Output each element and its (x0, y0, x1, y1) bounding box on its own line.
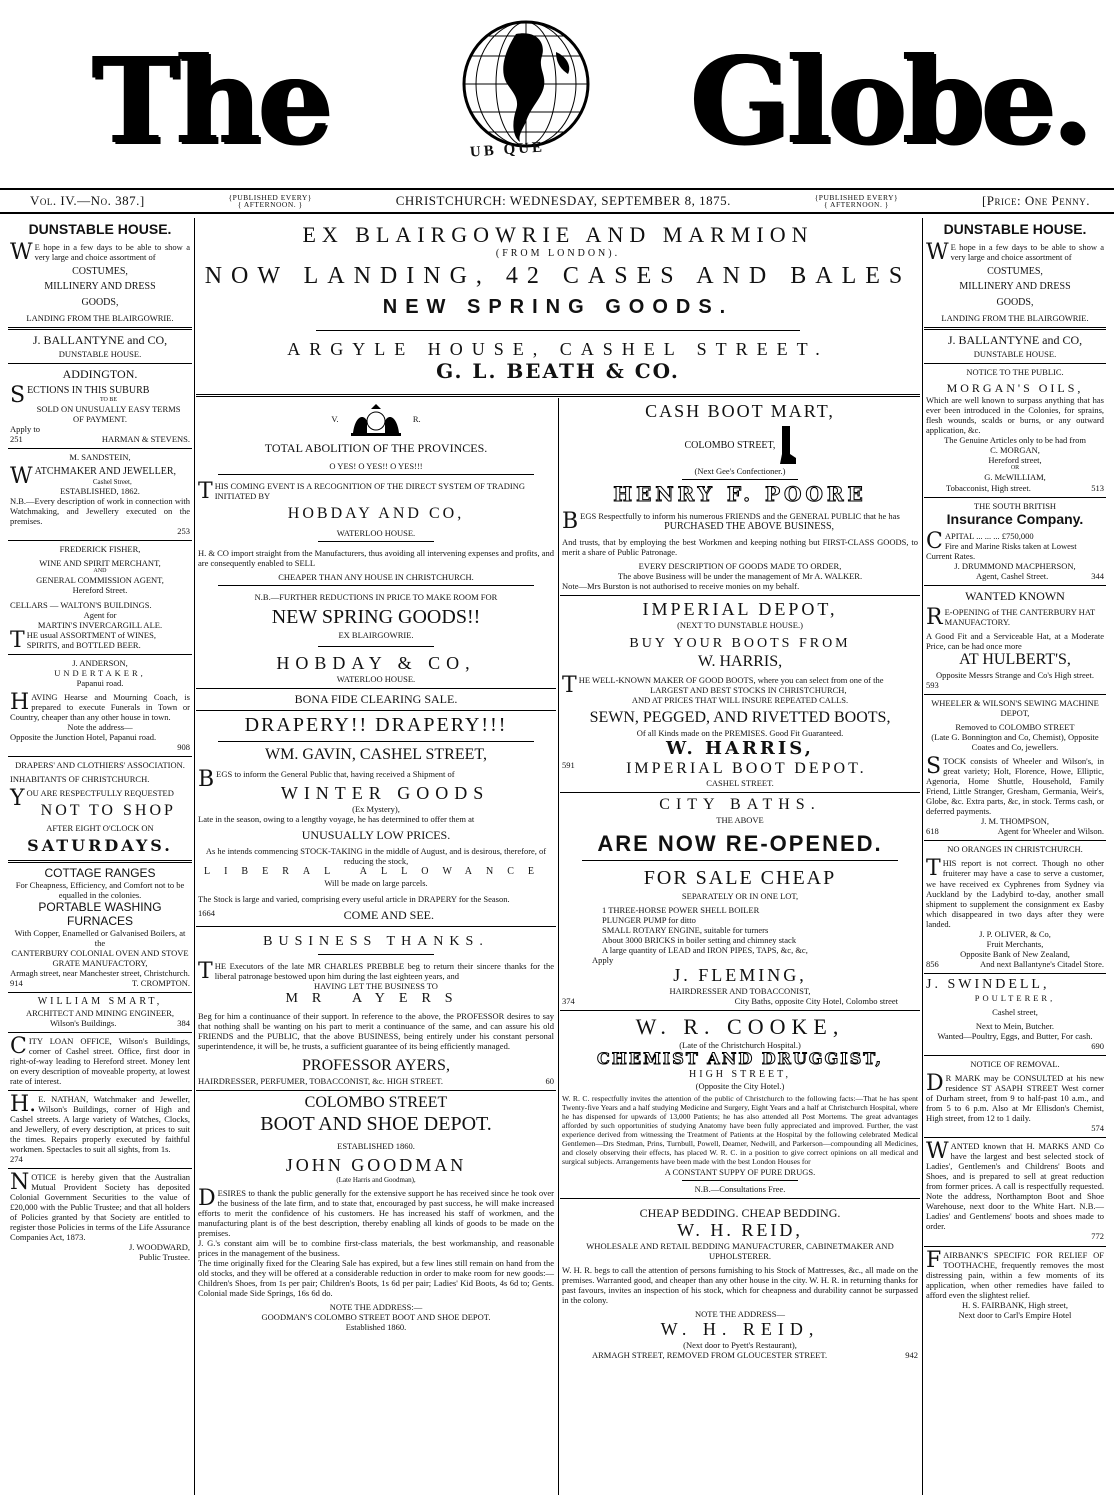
ad-body: CITY LOAN OFFICE, Wilson's Buildings, corner of Cashel street. Office, first door in right-of-way leading to Hereford street. Money lent on every description of moveable property, at lowest rate of interest. (10, 1033, 190, 1087)
ad-line: (Opposite the City Hotel.) (695, 1080, 785, 1091)
ad-line: N.B.—FURTHER REDUCTIONS IN PRICE TO MAKE ROOM FOR (254, 592, 498, 603)
ad-line: Apply (592, 954, 614, 965)
ad-line: Note the address— (67, 721, 133, 732)
ad-title: UNUSUALLY LOW PRICES. (301, 827, 451, 842)
ad-line: GOODMAN'S COLOMBO STREET BOOT AND SHOE DEPOT. (261, 1312, 491, 1323)
volume-number: Vol. IV.—No. 387.] (30, 193, 145, 209)
banner-blairgowrie (196, 218, 920, 394)
ad-title: M. SANDSTEIN, (69, 452, 131, 463)
ad-line: INHABITANTS OF CHRISTCHURCH. (10, 773, 150, 784)
ad-title: DRAPERS' AND CLOTHIERS' ASSOCIATION. (15, 759, 185, 770)
ad-line: G. McWILLIAM, (984, 472, 1046, 483)
ad-number: 513 (1091, 482, 1104, 493)
ad-number: 593 (926, 680, 939, 691)
column-rule (558, 398, 559, 1495)
ad-line: Fruit Merchants, (986, 938, 1044, 949)
ad-body: STOCK consists of Wheeler and Wilson's, in great variety; Holt, Florence, Howe, Elliptic, Agenoria, Home Shuttle, Household, Family Friend, Little Stranger, Gresham, Germania, Weir's, Globe, &c. Extra parts, &c, in stock. Terms cash, or deferred payments. (926, 754, 1104, 817)
ad-title: MORGAN'S OILS, (946, 381, 1084, 396)
ad-number: 253 (177, 526, 190, 537)
ad-title: WINTER GOODS (280, 782, 490, 803)
ad-title: JOHN GOODMAN (285, 1154, 467, 1175)
ad-line: WATERLOO HOUSE. (336, 674, 416, 684)
ad-title: BONA FIDE CLEARING SALE. (294, 692, 458, 707)
published-note-left: {PUBLISHED EVERY} { AFTERNOON. } (228, 192, 312, 209)
ad-cottage-ranges (8, 863, 192, 994)
ad-line: Note—Mrs Burston is not authorised to receive monies on my behalf. (562, 580, 800, 591)
ad-line: LARGEST AND BEST STOCKS IN CHRISTCHURCH, (650, 685, 847, 696)
banner-line: NOW LANDING, 42 CASES AND BALES (204, 262, 912, 289)
ad-line: J. P. OLIVER, & Co, (979, 928, 1051, 939)
ad-notice-amp (8, 1169, 192, 1266)
ad-title: WANTED KNOWN (965, 589, 1065, 604)
divider (318, 541, 434, 542)
ad-number: 591 (562, 759, 575, 770)
ad-line: Opposite Bank of New Zealand, (960, 948, 1070, 959)
ad-line: J. WOODWARD, (129, 1242, 190, 1253)
ad-line: Public Trustee. (138, 1252, 190, 1263)
ad-body: And trusts, that by employing the best Workmen and keeping nothing but FIRST-CLASS GOODS, to merit a share of Public Patronage. (562, 536, 918, 557)
ad-line: Next door to Carl's Empire Hotel (958, 1309, 1072, 1320)
divider (318, 646, 434, 647)
ad-city-loan (8, 1033, 192, 1091)
ad-title: HOBDAY & CO, (276, 652, 476, 673)
masthead-title-right: Globe. (690, 31, 1089, 170)
ad-line: Cashel street, (992, 1007, 1038, 1018)
ad-title: WHEELER & WILSON'S SEWING MACHINE DEPOT, (931, 698, 1099, 719)
ad-line: (Late of the Christchurch Hospital.) (679, 1040, 801, 1051)
divider (218, 585, 534, 586)
ad-title: ARE NOW RE-OPENED. (597, 831, 883, 857)
ad-line: COSTUMES, (72, 265, 128, 277)
ad-body: THIS COMING EVENT IS A RECOGNITION OF THE DIRECT SYSTEM OF TRADING INITIATED BY (198, 479, 526, 505)
ad-line: CAPITAL ... ... ... £750,000 (926, 529, 1034, 555)
banner-rule (196, 394, 920, 397)
ad-nathan (8, 1091, 192, 1169)
ad-title: J. SWINDELL, (926, 976, 1050, 992)
ad-title: DRAPERY!! DRAPERY!!! (244, 714, 508, 737)
ad-line: And next Ballantyne's Citadel Store. (979, 958, 1104, 969)
ad-line: Apply to (10, 424, 40, 435)
boot-icon (778, 426, 796, 466)
ad-body: W. R. C. respectfully invites the attention of the public of Christchurch to the following facts:—That he has spent Twenty-five Years and a half studying Medicine and Surgery, Eight Years and a half at Christchurch Hospital, where he has dispensed for upwards of 13,000 Patients; he has also attended all Post Mortems. The great advantages afforded by such opportunities of studying Anatomy have been fully appreciated and improved. Further, the vast experience derived from witnessing the Treatment of Patients at the Hospital by the following celebrated Medical Gentlemen—Drs Stedman, Prins, Turnbull, Powell, Deamer, Nedwill, and Parkerson—compounding all Medicines, and closely observing their effects, has placed W. R. C. in a position to give correct opinions on all medical and surgical subjects. Arrangements have been made with the best London Houses for (562, 1093, 918, 1166)
ad-line: For Cheapness, Efficiency, and Comfort not to be equalled in the colonies. (15, 879, 185, 900)
ad-line: T. CROMPTON. (131, 978, 190, 989)
ad-number: 908 (177, 741, 190, 752)
ad-line: (NEXT TO DUNSTABLE HOUSE.) (677, 619, 803, 630)
ad-title: WM. GAVIN, CASHEL STREET, (265, 745, 487, 763)
ad-number: 772 (1091, 1231, 1104, 1242)
ad-wheeler-wilson (924, 695, 1106, 841)
ad-reid (560, 1199, 920, 1365)
ad-line: N.B.—Consultations Free. (694, 1183, 786, 1194)
ad-title: SEWN, PEGGED, AND RIVETTED BOOTS, (589, 709, 891, 727)
ad-line: MILLINERY AND DRESS (44, 281, 156, 293)
divider (682, 1180, 798, 1181)
ad-body: W. H. R. begs to call the attention of persons furnishing to his Stock of Mattresses, &c., all made on the premises. Warranted good, and cheaper than any other house in the city. W. H. R. in returning thanks for past favours, invites an inspection of his stock, which for cheapness and durability cannot be surpassed in the colony. (562, 1264, 918, 1306)
ad-sandstein (8, 449, 192, 541)
ad-title: BUSINESS THANKS. (263, 934, 489, 950)
column-1 (8, 218, 192, 1495)
ad-line: AFTER EIGHT O'CLOCK ON (46, 822, 154, 833)
ad-body: WE hope in a few days to be able to show a very large and choice assortment of (10, 239, 190, 265)
price: [Price: One Penny. (981, 193, 1090, 209)
ad-line: UNDERTAKER, (54, 667, 146, 678)
ad-line: V. (331, 413, 339, 424)
ad-line: HAIRDRESSER, PERFUMER, TOBACCONIST, &c. HIGH STREET. (198, 1076, 443, 1087)
ad-body: FAIRBANK'S SPECIFIC FOR RELIEF OF TOOTHACHE, frequently removes the most distressing pain, within a few moments of its application, when other remedies have failed to afford even the slightest relief. (926, 1247, 1104, 1300)
ad-ballantyne (8, 330, 192, 364)
ad-line: ARMAGH STREET, REMOVED FROM GLOUCESTER STREET. (592, 1350, 828, 1361)
ad-title: CHEAP BEDDING. CHEAP BEDDING. (639, 1205, 841, 1220)
ad-line: AND AT PRICES THAT WILL INSURE REPEATED CALLS. (631, 695, 849, 706)
ad-line: ESTABLISHED, 1862. (60, 486, 140, 497)
ad-line: NOTE THE ADDRESS— (694, 1309, 786, 1320)
ad-line: CANTERBURY COLONIAL OVEN AND STOVE GRATE MANUFACTORY, (11, 948, 189, 969)
ad-title: IMPERIAL DEPOT, (642, 598, 838, 619)
masthead-title-left: The (92, 31, 329, 170)
ad-title: BUY YOUR BOOTS FROM (629, 635, 851, 651)
divider (682, 479, 798, 480)
ad-line: TO BE (100, 397, 118, 404)
ad-title: COLOMBO STREET (304, 1094, 448, 1112)
sale-items-list (562, 905, 918, 955)
ad-title: CASH BOOT MART, (645, 401, 835, 421)
ad-dr-mark (924, 1056, 1106, 1138)
ad-line: Wilson's Buildings. (50, 1017, 117, 1028)
ad-drapers (8, 757, 192, 863)
banner-line: ARGYLE HOUSE, CASHEL STREET. (287, 338, 829, 359)
ad-line: SOLD ON UNUSUALLY EASY TERMS (36, 404, 181, 415)
ad-title: COTTAGE RANGES (44, 865, 156, 880)
ad-line: J. M. THOMPSON, (980, 816, 1050, 827)
ad-body: DESIRES to thank the public generally for the extensive support he has received since he took over the business of the late firm, and to state that, encouraged by past success, he will make increased efforts to merit the confidence of his customers. He has increased his staff of workmen, and the manufacturing plant is of the best description, thereby enabling all kinds of goods to be made on the premises. (198, 1186, 554, 1239)
ad-dunstable-house (8, 218, 192, 330)
ad-clearing-sale (196, 689, 556, 711)
ad-title: J. FLEMING, (673, 964, 807, 985)
ad-body: N.B.—Every description of work in connection with Watchmaking, and Jewellery executed on the premises. (10, 496, 190, 527)
ad-number: 274 (10, 1154, 23, 1165)
ad-goodman (196, 1091, 556, 1336)
ad-line: Cashel Street, (92, 478, 132, 487)
ad-line: (Late G. Bonnington and Co, Chemist), Opposite Coates and Co, jewellers. (931, 732, 1099, 753)
city-date: CHRISTCHURCH: WEDNESDAY, SEPTEMBER 8, 1875. (395, 193, 731, 209)
ad-line: With Copper, Enamelled or Galvanised Boilers, at the (14, 928, 186, 949)
ad-number: 690 (1091, 1041, 1104, 1052)
ad-title: NO ORANGES IN CHRISTCHURCH. (947, 844, 1083, 855)
ad-line: COSTUMES, (987, 265, 1043, 277)
ad-line: OR (1010, 465, 1020, 472)
ad-number: 384 (177, 1017, 190, 1028)
ad-line: Established 1860. (345, 1322, 407, 1333)
ad-line: GENERAL COMMISSION AGENT, (36, 575, 164, 586)
ad-line: The Genuine Articles only to be had from (944, 435, 1086, 446)
ad-line: HAIRDRESSER AND TOBACCONIST, (669, 986, 811, 997)
ad-number: 618 (926, 826, 939, 837)
ad-body: THE Executors of the late MR CHARLES PREBBLE beg to return their sincere thanks for the liberal patronage bestowed upon him during the last eighteen years, and (198, 958, 554, 984)
ad-title: FREDERICK FISHER, (59, 544, 141, 555)
ad-smart (8, 993, 192, 1033)
ad-line: Will be made on large parcels. (324, 877, 428, 888)
ad-title: J. BALLANTYNE and CO, (32, 332, 168, 347)
ad-line: Removed to COLOMBO STREET (955, 722, 1075, 733)
ad-fisher (8, 541, 192, 654)
ad-cash-boot-mart (560, 398, 920, 596)
masthead (0, 0, 1114, 209)
ad-line: H. S. FAIRBANK, High street, (961, 1299, 1069, 1310)
sale-item: 1 THREE-HORSE POWER SHELL BOILER (602, 904, 760, 915)
ad-line: EVERY DESCRIPTION OF GOODS MADE TO ORDER, (638, 560, 842, 571)
ad-line: Papanui road. (76, 677, 124, 688)
ad-body: NOTICE is hereby given that the Australian Mutual Provident Society has deposited Colonial Government Securities to the value of £20,000 with the Public Trustee; and that all holders of Policies granted by that Society are entitled to register those Policies in terms of the Life Assurance Companies Act, 1873. (10, 1170, 190, 1243)
ad-line: ESTABLISHED 1860. (337, 1140, 415, 1151)
divider (316, 330, 800, 331)
ad-line: LANDING FROM THE BLAIRGOWRIE. (941, 312, 1089, 323)
ad-body: Fire and Marine Risks taken at Lowest Current Rates. (926, 541, 1077, 562)
ad-line: Of all Kinds made on the PREMISES. Good Fit Guaranteed. (636, 728, 844, 739)
ad-title: HENRY F. POORE (613, 482, 867, 507)
ad-line: DUNSTABLE HOUSE. (973, 349, 1057, 360)
ad-number: 374 (562, 996, 575, 1007)
ad-body: BEGS to inform the General Public that, having received a Shipment of (198, 766, 455, 792)
banner-line: EX BLAIRGOWRIE AND MARMION (302, 222, 814, 247)
ad-line: CHEAPER THAN ANY HOUSE IN CHRISTCHURCH. (278, 572, 474, 583)
ad-title: PROFESSOR AYERS, (302, 1057, 450, 1075)
ad-title: TOTAL ABOLITION OF THE PROVINCES. (264, 441, 488, 455)
ad-line: (Next door to Pyett's Restaurant), (683, 1340, 797, 1351)
sale-item: A large quantity of LEAD and IRON PIPES, TAPS, &c, &c, (602, 944, 808, 955)
ad-body: H.E. NATHAN, Watchmaker and Jeweller, Wilson's Buildings, corner of High and Cashel streets. A large variety of Watches, Clocks, and Jewellery, of every description, at prices to suit the times. Repairs properly executed by faithful workmen. Spectacles to suit all sights, from 1s. (10, 1092, 190, 1155)
ad-title: AT HULBERT'S, (959, 651, 1071, 669)
ad-body: THE WELL-KNOWN MAKER OF GOOD BOOTS, where you can select from one of the (562, 673, 884, 699)
royal-crest-icon (341, 403, 411, 437)
ad-line: AND (93, 568, 107, 575)
divider (218, 741, 534, 742)
ad-body: J. G.'s constant aim will be to combine first-class materials, the best workmanship, and reasonable prices in the management of the business. (198, 1238, 554, 1259)
ad-line: PORTABLE WASHING FURNACES (38, 899, 162, 928)
ad-cooke (560, 1011, 920, 1198)
ad-business-thanks (196, 927, 556, 1091)
ad-line: Agent for Wheeler and Wilson. (997, 826, 1104, 837)
ad-body: THE usual ASSORTMENT of WINES, SPIRITS, and BOTTLED BEER. (10, 627, 156, 653)
ad-line: SEPARATELY OR IN ONE LOT, (681, 890, 799, 901)
ad-title: J. ANDERSON, (72, 657, 128, 668)
ad-title: Insurance Company. (946, 510, 1084, 527)
ad-line: GOODS, (81, 297, 119, 309)
ad-title: NOTICE TO THE PUBLIC. (966, 367, 1064, 378)
ad-body: WANTED known that H. MARKS AND Co have the largest and best selected stock of Ladies', Gentlemen's and Childrens' Boots and Shoes, and is prepared to sell at great reduction from former prices. A call is respectfully requested. Note the address, Northampton Boot and Shoe Warehouse, next door to the White Hart. N.B.—Ladies' and Gentlemens' boots and shoes made to order. (926, 1139, 1104, 1232)
ad-line: YOU ARE RESPECTFULLY REQUESTED (10, 785, 174, 811)
ad-south-british (924, 498, 1106, 587)
ad-body: H. & CO import straight from the Manufacturers, thus avoiding all intervening expenses and profits, and are consequently enabled to SELL (198, 548, 554, 569)
ad-hobday (196, 398, 556, 689)
column-2 (196, 398, 556, 1495)
ad-line: R. (412, 413, 421, 424)
ad-title: CHEMIST AND DRUGGIST, (597, 1049, 883, 1069)
ad-body: The Stock is large and varied, comprising every useful article in DRAPERY for the Season. (198, 893, 510, 904)
ad-body: Which are well known to surpass anything that has ever been introduced in the Colonies, for sprains, flesh wounds, scalds or burns, or any outward application, &c. (926, 395, 1104, 436)
divider (318, 954, 434, 955)
ad-line: Armagh street, near Manchester street, Christchurch. (10, 968, 190, 979)
ad-line: A CONSTANT SUPPY OF PURE DRUGS. (664, 1166, 816, 1177)
ad-line: THE SOUTH BRITISH (973, 500, 1057, 511)
ad-line: HIGH STREET, (689, 1069, 791, 1081)
ad-anderson (8, 655, 192, 757)
ad-line: MILLINERY AND DRESS (959, 281, 1071, 293)
ad-title: CITY BATHS. (659, 796, 821, 814)
dateline (0, 188, 1114, 214)
ad-number: 251 (10, 434, 23, 445)
ad-title: IMPERIAL BOOT DEPOT. (626, 759, 867, 777)
ad-morgans-oils (924, 364, 1106, 497)
ad-title: W. H. REID, (660, 1319, 820, 1340)
ad-line: MARTIN'S INVERCARGILL ALE. (37, 619, 163, 630)
divider (582, 860, 898, 861)
ad-title: W. HARRIS, (666, 738, 814, 760)
column-rule (922, 218, 923, 1495)
ad-title: HOBDAY AND CO, (287, 505, 465, 523)
ad-line: (Ex Mystery), (352, 803, 400, 814)
ad-title: J. BALLANTYNE and CO, (947, 332, 1083, 347)
sale-item: PLUNGER PUMP for ditto (602, 914, 696, 925)
ad-body: The time originally fixed for the Clearing Sale has expired, but a few lines still remain on hand from the old stocks, and they will be offered at a considerable reduction in order to make room for new goods:—Children's Shoes, from 1s per pair; Children's Boots, 1s 6d per pair; Ladies' Kid Boots, 4s 6d to; Gents. Colonial made Side Springs, 16s 6d do. (198, 1258, 554, 1299)
ad-city-baths (560, 793, 920, 1011)
ad-line: HAVING LET THE BUSINESS TO (314, 980, 438, 991)
ad-number: 1664 (198, 907, 215, 918)
ad-title: W. R. COOKE, (635, 1014, 845, 1040)
ad-title: FOR SALE CHEAP (643, 867, 837, 890)
ad-line: NOT TO SHOP (40, 801, 176, 819)
published-note-right: {PUBLISHED EVERY} { AFTERNOON. } (814, 192, 899, 209)
banner-line: (FROM LONDON). (495, 247, 621, 259)
sale-item: SMALL ROTARY ENGINE, suitable for turners (602, 924, 769, 935)
ad-title: DUNSTABLE HOUSE. (943, 221, 1087, 237)
ad-body: A Good Fit and a Serviceable Hat, at a Moderate Price, can be had once more (926, 631, 1104, 652)
ad-number: 60 (545, 1076, 554, 1087)
ad-number: 914 (10, 978, 23, 989)
ad-body: Beg for him a continuance of their support. In reference to the above, the PROFESSOR desires to say that nothing shall be wanting on his part to merit a continuance of the same, and can assure his old FRIENDS and the PUBLIC, that the above BUSINESS, being entirely under his constant personal superintendence, it will be, he trusts, a sufficient guarantee of its being efficiently managed. (198, 1011, 554, 1052)
ad-body: Late in the season, owing to a lengthy voyage, he has determined to offer them at (198, 813, 475, 824)
ad-line: WATERLOO HOUSE. (336, 528, 416, 539)
ad-body: BEGS Respectfully to inform his numerous FRIENDS and the GENERAL PUBLIC that he has (562, 508, 900, 534)
ad-line: LANDING FROM THE BLAIRGOWRIE. (26, 312, 174, 323)
ad-body: As he intends commencing STOCK-TAKING in the middle of August, and is desirous, therefore, of reducing the stock, (205, 846, 547, 867)
ad-line: COLOMBO STREET, (684, 440, 776, 452)
column-3 (560, 398, 920, 1495)
column-4 (924, 218, 1106, 1495)
ad-line: WATCHMAKER AND JEWELLER, (10, 464, 177, 490)
ad-line: GOODS, (996, 297, 1034, 309)
ad-line: J. DRUMMOND MACPHERSON, (954, 561, 1076, 572)
ad-line: Tobacconist, High street. (946, 482, 1031, 493)
ad-line: CASHEL STREET. (706, 778, 774, 789)
column-rule (194, 218, 195, 1495)
ad-line: OF PAYMENT. (72, 414, 127, 425)
ad-gavin (196, 711, 556, 927)
ad-title: NOTICE OF REMOVAL. (970, 1059, 1060, 1070)
ad-number: 856 (926, 958, 939, 969)
ad-line: The above Business will be under the management of Mr A. WALKER. (617, 570, 863, 581)
ad-title: COME AND SEE. (343, 907, 434, 922)
ad-line: PURCHASED THE ABOVE BUSINESS, (664, 520, 834, 532)
ad-title: MR AYERS (285, 990, 467, 1006)
ad-title: LIBERAL ALLOWANCE (203, 866, 548, 878)
ad-line: Opposite Messrs Strange and Co's High street. (935, 670, 1095, 681)
ad-line: SATURDAYS. (27, 835, 173, 855)
ad-title: ADDINGTON. (62, 367, 138, 382)
ad-number: 344 (1091, 571, 1104, 582)
ad-title: W. H. REID, (677, 1219, 803, 1240)
ad-line: Hereford Street. (72, 585, 128, 596)
ad-swindell (924, 974, 1106, 1057)
ad-line: EX BLAIRGOWRIE. (338, 629, 414, 640)
ad-line: C. MORGAN, (990, 445, 1040, 456)
ad-line: Wanted—Poultry, Eggs, and Butter, For cash. (937, 1031, 1093, 1042)
ad-title: W. HARRIS, (697, 652, 783, 670)
masthead-motto: UB QUE (469, 139, 546, 161)
ad-addington (8, 364, 192, 449)
ad-line: SECTIONS IN THIS SUBURB (10, 383, 150, 409)
ad-title: NEW SPRING GOODS!! (271, 606, 481, 629)
ad-line: THE ABOVE (716, 815, 764, 826)
ad-line: NOTE THE ADDRESS:— (329, 1302, 423, 1313)
ad-dunstable-house-2 (924, 218, 1106, 330)
ad-body: THIS report is not correct. Though no other fruiterer may have a case to serve a customer, we have received ex Cyphrenes from Sydney via Auckland by the Ladybird to-day, another small shipment to supplement the consignment ex Easby which disappeared in two days after they were landed. (926, 856, 1104, 929)
banner-line: G. L. BEATH & CO. (436, 358, 680, 383)
ad-line: WINE AND SPIRIT MERCHANT, (39, 558, 161, 569)
ad-line: (Next Gee's Confectioner.) (694, 466, 786, 477)
ad-line: WHOLESALE AND RETAIL BEDDING MANUFACTURER, CABINETMAKER AND UPHOLSTERER. (586, 1240, 894, 1261)
sale-item: About 3000 BRICKS in boiler setting and chimney stack (602, 934, 797, 945)
ad-line: HARMAN & STEVENS. (101, 434, 190, 445)
ad-number: 942 (905, 1350, 918, 1361)
ad-body: HAVING Hearse and Mourning Coach, is prepared to execute Funerals in Town or Country, cheaper than any other house in town. (10, 689, 190, 722)
ad-oliver (924, 841, 1106, 973)
ad-title: DUNSTABLE HOUSE. (28, 221, 172, 237)
ad-line: ARCHITECT AND MINING ENGINEER, (25, 1007, 175, 1018)
ad-title: BOOT AND SHOE DEPOT. (260, 1113, 492, 1135)
ad-imperial-depot (560, 596, 920, 794)
ad-ballantyne-2 (924, 330, 1106, 364)
ad-line: CELLARS — WALTON'S BUILDINGS. (10, 599, 152, 610)
banner-line: NEW SPRING GOODS. (382, 296, 734, 319)
ad-line: City Baths, opposite City Hotel, Colombo street (734, 996, 898, 1007)
ad-line: Next to Mein, Butcher. (975, 1021, 1055, 1032)
ad-line: Agent for (83, 609, 117, 620)
ad-line: Opposite the Junction Hotel, Papanui road. (10, 731, 157, 742)
ad-title: WILLIAM SMART, (37, 996, 163, 1008)
divider (218, 474, 534, 475)
ad-hulbert (924, 586, 1106, 695)
ad-body: WE hope in a few days to be able to show a very large and choice assortment of (926, 239, 1104, 265)
ad-marks (924, 1138, 1106, 1246)
ad-body: DR MARK may be CONSULTED at his new residence ST ASAPH STREET West corner of Durham street, from 9 to half-past 10 a.m., and from 5 to 6 p.m. Also at Mr Ellisdon's Chemist, High street, from 12 to 1 daily. (926, 1071, 1104, 1124)
ad-line: DUNSTABLE HOUSE. (58, 349, 142, 360)
ad-line: O YES! O YES!! O YES!!! (329, 461, 423, 472)
columns (0, 218, 1114, 1495)
ad-line: (Late Harris and Goodman), (336, 1175, 416, 1184)
ad-number: 574 (1091, 1123, 1104, 1134)
ad-line: Hereford street, (988, 455, 1042, 466)
ad-line: POULTERER, (974, 993, 1056, 1004)
ad-fairbank (924, 1247, 1106, 1324)
ad-line: RE-OPENING of THE CANTERBURY HAT MANUFACTORY. (926, 605, 1096, 631)
ad-line: Agent, Cashel Street. (976, 571, 1049, 582)
